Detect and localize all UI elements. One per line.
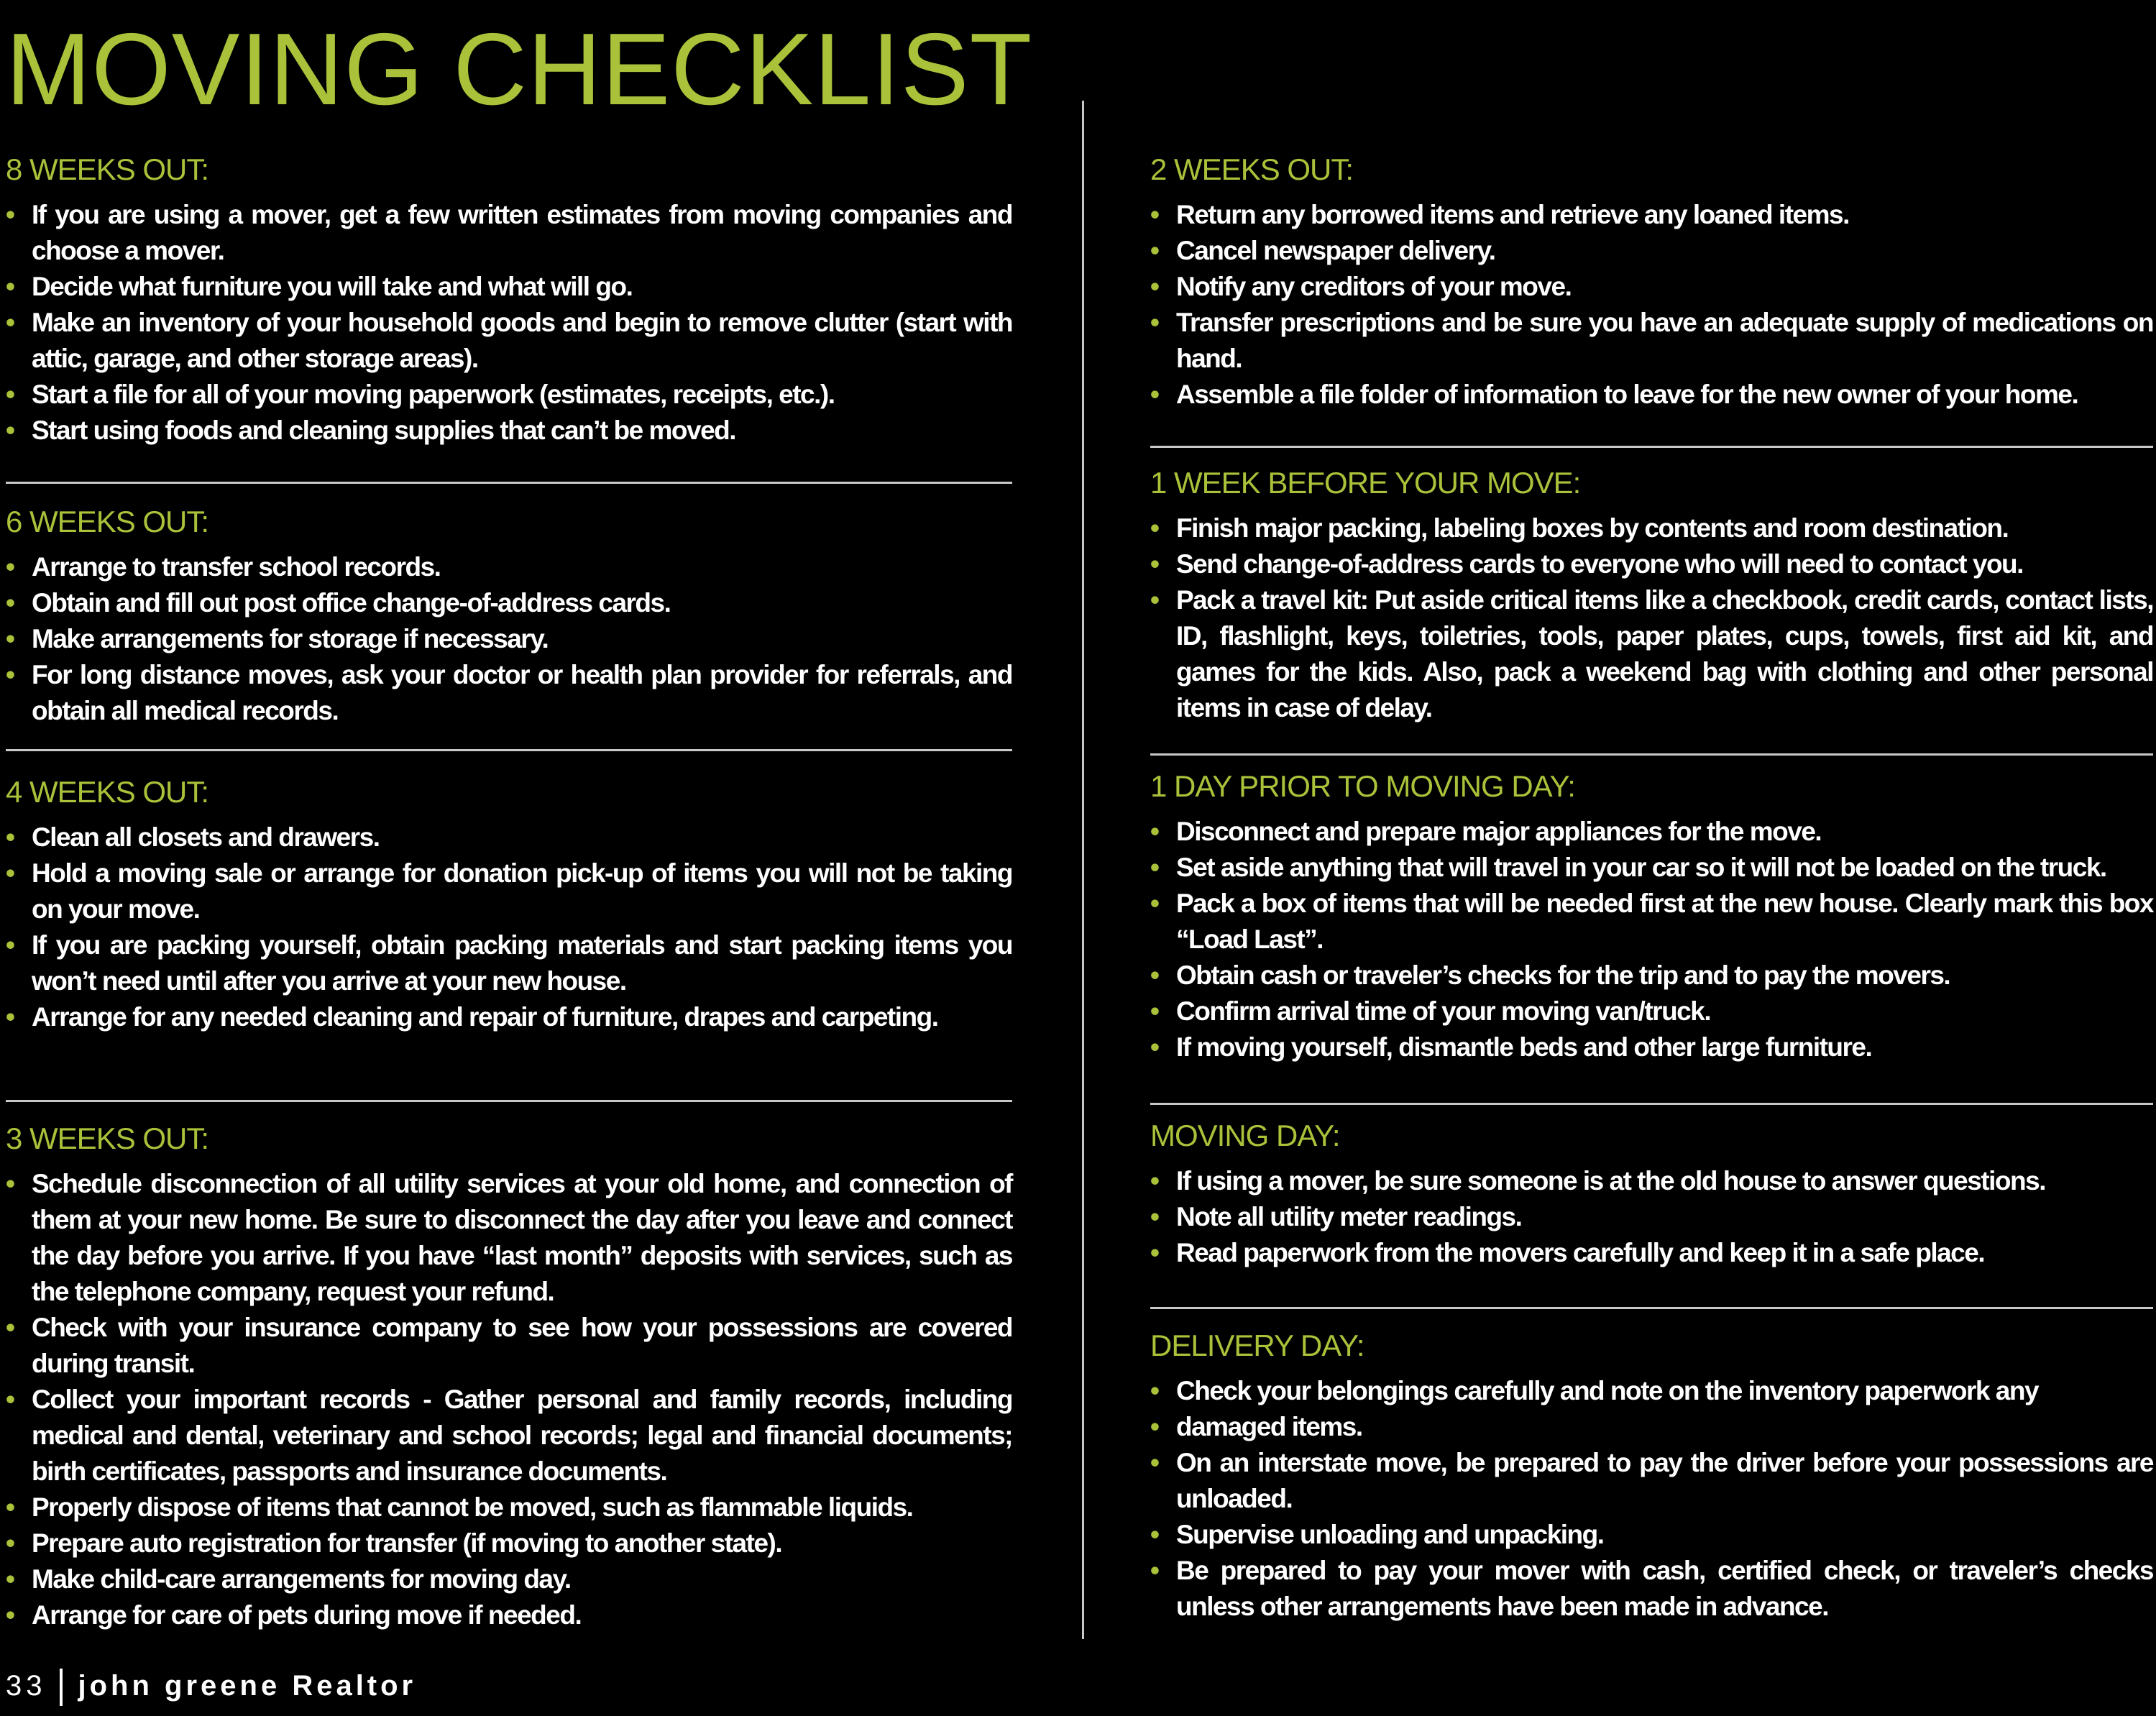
- bullet-icon: •: [1150, 513, 1159, 543]
- bullet-icon: •: [1150, 585, 1159, 615]
- checklist: [1150, 814, 2153, 1065]
- list-item: • Make arrangements for storage if necessary.: [6, 621, 1012, 657]
- list-item: • If you are packing yourself, obtain packing materials and start packing items you won’t need until after you arrive at your new house.: [6, 927, 1012, 999]
- bullet-icon: •: [1150, 1448, 1159, 1477]
- section-divider: [6, 482, 1012, 484]
- list-item: • Be prepared to pay your mover with cash, certified check, or traveler’s checks unless other arrangements have been made in advance.: [1150, 1553, 2153, 1625]
- section-heading: 8 WEEKS OUT:: [6, 152, 209, 186]
- list-item: • damaged items.: [1150, 1409, 2153, 1445]
- bullet-icon: •: [6, 1169, 14, 1198]
- bullet-icon: •: [1150, 380, 1159, 409]
- list-item: • Disconnect and prepare major appliances for the move.: [1150, 814, 2153, 850]
- section-divider: [6, 1100, 1012, 1102]
- list-item: • Transfer prescriptions and be sure you have an adequate supply of medications on hand.: [1150, 305, 2153, 377]
- section-6-weeks-out: [6, 503, 1012, 729]
- bullet-icon: •: [1150, 308, 1159, 337]
- list-item: • Assemble a file folder of information to leave for the new owner of your home.: [1150, 377, 2153, 413]
- bullet-icon: •: [1150, 1556, 1159, 1585]
- bullet-icon: •: [6, 200, 14, 229]
- bullet-icon: •: [1150, 889, 1159, 918]
- section-1-day-prior: [1150, 768, 2153, 1065]
- list-item: • Hold a moving sale or arrange for donation pick-up of items you will not be taking on your move.: [6, 855, 1012, 927]
- list-item: • Prepare auto registration for transfer (if moving to another state).: [6, 1525, 1012, 1561]
- bullet-icon: •: [6, 552, 14, 582]
- list-item: • Check your belongings carefully and note on the inventory paperwork any: [1150, 1373, 2153, 1409]
- bullet-icon: •: [6, 1600, 14, 1630]
- bullet-icon: •: [6, 380, 14, 409]
- bullet-icon: •: [1150, 1376, 1159, 1405]
- bullet-icon: •: [1150, 960, 1159, 990]
- checklist: [6, 820, 1012, 1035]
- list-item: • Make an inventory of your household goods and begin to remove clutter (start with attic, garage, and other storage areas).: [6, 305, 1012, 377]
- list-item: • Check with your insurance company to see how your possessions are covered during transit.: [6, 1310, 1012, 1382]
- list-item: • Cancel newspaper delivery.: [1150, 233, 2153, 269]
- list-item: • Schedule disconnection of all utility services at your old home, and connection of them at your new home. Be sure to disconnect the day after you leave and connect the day before you arrive. If you have “last month” deposits with services, such as the telephone company, request your refund.: [6, 1166, 1012, 1310]
- section-heading: DELIVERY DAY:: [1150, 1329, 1364, 1362]
- checklist: [6, 1166, 1012, 1633]
- section-2-weeks-out: [1150, 151, 2153, 413]
- checklist: [1150, 510, 2153, 726]
- bullet-icon: •: [6, 624, 14, 653]
- list-item: • Notify any creditors of your move.: [1150, 269, 2153, 305]
- section-heading: MOVING DAY:: [1150, 1119, 1340, 1152]
- bullet-icon: •: [1150, 236, 1159, 265]
- bullet-icon: •: [6, 930, 14, 960]
- list-item: • Clean all closets and drawers.: [6, 820, 1012, 855]
- bullet-icon: •: [1150, 817, 1159, 846]
- list-item: • Collect your important records - Gather personal and family records, including medical and dental, veterinary and school records; legal and financial documents; birth certificates, passports and insurance documents.: [6, 1382, 1012, 1490]
- section-heading: 3 WEEKS OUT:: [6, 1121, 209, 1155]
- page-title: MOVING CHECKLIST: [6, 12, 1033, 127]
- bullet-icon: •: [6, 660, 14, 689]
- list-item: • Arrange to transfer school records.: [6, 549, 1012, 585]
- checklist: [1150, 197, 2153, 413]
- bullet-icon: •: [6, 1313, 14, 1342]
- checklist: [1150, 1373, 2153, 1625]
- list-item: • Start a file for all of your moving paperwork (estimates, receipts, etc.).: [6, 377, 1012, 413]
- list-item: • Properly dispose of items that cannot be moved, such as flammable liquids.: [6, 1490, 1012, 1525]
- list-item: • Set aside anything that will travel in your car so it will not be loaded on the truck.: [1150, 850, 2153, 886]
- bullet-icon: •: [1150, 1412, 1159, 1441]
- list-item: • Pack a box of items that will be needed first at the new house. Clearly mark this box “Load Last”.: [1150, 886, 2153, 958]
- bullet-icon: •: [1150, 272, 1159, 301]
- list-item: • Send change-of-address cards to everyone who will need to contact you.: [1150, 546, 2153, 582]
- section-heading: 4 WEEKS OUT:: [6, 775, 209, 809]
- section-divider: [1150, 446, 2153, 448]
- list-item: • Confirm arrival time of your moving van/truck.: [1150, 994, 2153, 1029]
- section-heading: 2 WEEKS OUT:: [1150, 152, 1354, 186]
- bullet-icon: •: [1150, 1238, 1159, 1267]
- list-item: • Obtain cash or traveler’s checks for the trip and to pay the movers.: [1150, 958, 2153, 994]
- section-moving-day: [1150, 1117, 2153, 1271]
- page-number: 33: [6, 1670, 47, 1702]
- checklist: [6, 549, 1012, 729]
- bullet-icon: •: [1150, 200, 1159, 229]
- section-delivery-day: [1150, 1327, 2153, 1625]
- section-heading: 6 WEEKS OUT:: [6, 505, 209, 538]
- bullet-icon: •: [1150, 1166, 1159, 1196]
- list-item: • Return any borrowed items and retrieve any loaned items.: [1150, 197, 2153, 233]
- section-1-week-before: [1150, 464, 2153, 726]
- bullet-icon: •: [1150, 1202, 1159, 1231]
- section-divider: [6, 749, 1012, 751]
- list-item: • Arrange for any needed cleaning and repair of furniture, drapes and carpeting.: [6, 999, 1012, 1035]
- list-item: • Obtain and fill out post office change-of-address cards.: [6, 585, 1012, 621]
- list-item: • If moving yourself, dismantle beds and other large furniture.: [1150, 1029, 2153, 1065]
- bullet-icon: •: [1150, 1032, 1159, 1062]
- list-item: • For long distance moves, ask your doctor or health plan provider for referrals, and obtain all medical records.: [6, 657, 1012, 729]
- list-item: • If using a mover, be sure someone is at the old house to answer questions.: [1150, 1163, 2153, 1199]
- list-item: • On an interstate move, be prepared to pay the driver before your possessions are unloaded.: [1150, 1445, 2153, 1517]
- list-item: • Note all utility meter readings.: [1150, 1199, 2153, 1235]
- section-divider: [1150, 1103, 2153, 1105]
- list-item: • Make child-care arrangements for moving day.: [6, 1561, 1012, 1597]
- column-divider: [1082, 101, 1084, 1639]
- checklist: [6, 197, 1012, 449]
- bullet-icon: •: [6, 858, 14, 888]
- list-item: • Start using foods and cleaning supplies that can’t be moved.: [6, 413, 1012, 449]
- section-heading: 1 DAY PRIOR TO MOVING DAY:: [1150, 769, 1575, 803]
- list-item: • Supervise unloading and unpacking.: [1150, 1517, 2153, 1553]
- list-item: • Arrange for care of pets during move if needed.: [6, 1597, 1012, 1633]
- list-item: • Finish major packing, labeling boxes by contents and room destination.: [1150, 510, 2153, 546]
- bullet-icon: •: [6, 1492, 14, 1522]
- section-heading: 1 WEEK BEFORE YOUR MOVE:: [1150, 466, 1581, 500]
- bullet-icon: •: [6, 1385, 14, 1414]
- footer-separator: [60, 1669, 63, 1706]
- section-3-weeks-out: [6, 1120, 1012, 1633]
- section-divider: [1150, 1307, 2153, 1309]
- bullet-icon: •: [1150, 853, 1159, 882]
- section-divider: [1150, 753, 2153, 756]
- bullet-icon: •: [6, 308, 14, 337]
- bullet-icon: •: [6, 1528, 14, 1558]
- checklist: [1150, 1163, 2153, 1271]
- list-item: • If you are using a mover, get a few written estimates from moving companies and choose a mover.: [6, 197, 1012, 269]
- bullet-icon: •: [1150, 996, 1159, 1026]
- list-item: • Pack a travel kit: Put aside critical items like a checkbook, credit cards, contact lists, ID, flashlight, keys, toiletries, tools, paper plates, cups, towels, first aid kit, and games for the kids. Also, pack a weekend bag with clothing and other personal items in case of delay.: [1150, 582, 2153, 726]
- bullet-icon: •: [6, 822, 14, 852]
- list-item: • Decide what furniture you will take and what will go.: [6, 269, 1012, 305]
- page-footer: [6, 1668, 416, 1706]
- section-8-weeks-out: [6, 151, 1012, 449]
- footer-brand: john greene Realtor: [78, 1670, 417, 1702]
- bullet-icon: •: [6, 588, 14, 618]
- bullet-icon: •: [6, 1564, 14, 1594]
- section-4-weeks-out: [6, 774, 1012, 1035]
- bullet-icon: •: [1150, 549, 1159, 579]
- bullet-icon: •: [6, 1002, 14, 1032]
- bullet-icon: •: [1150, 1520, 1159, 1549]
- bullet-icon: •: [6, 416, 14, 445]
- list-item: • Read paperwork from the movers carefully and keep it in a safe place.: [1150, 1235, 2153, 1271]
- bullet-icon: •: [6, 272, 14, 301]
